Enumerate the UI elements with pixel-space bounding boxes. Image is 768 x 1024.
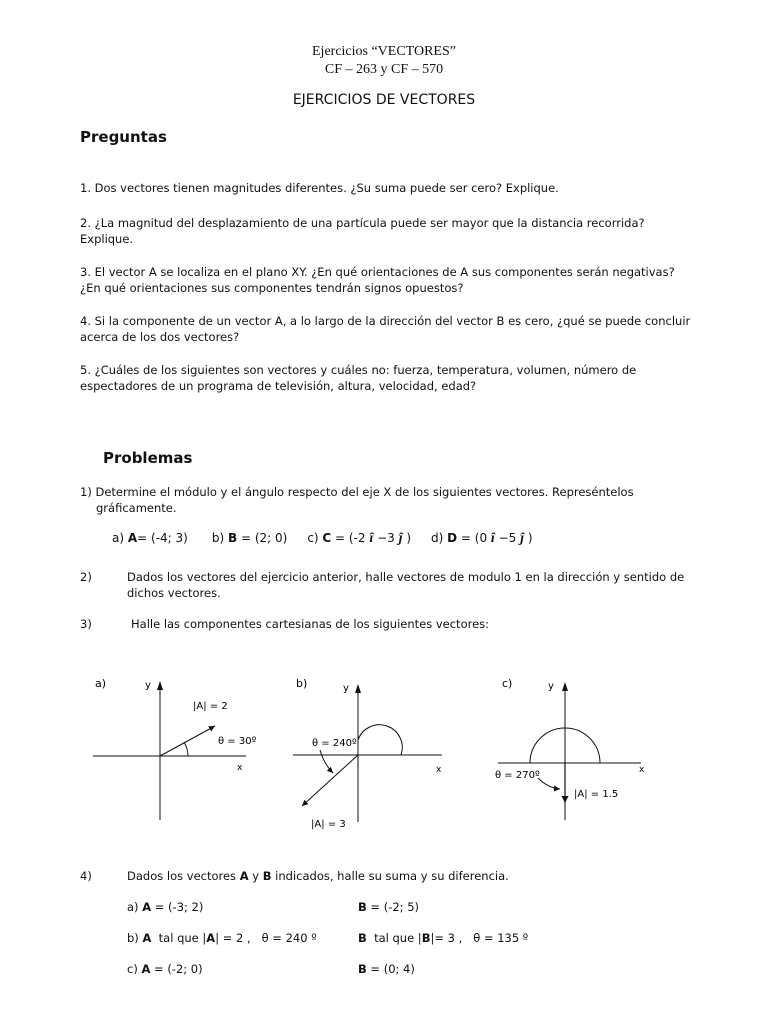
option-a-value: = (-4; 3) [137,531,188,545]
diagram-c-y-label: y [548,681,554,692]
diagram-c-label: c) [502,677,513,690]
p4-b-text-b-2: |= 3 , θ = 135 º [430,931,529,945]
problema-1-line-2: gráficamente. [96,501,177,515]
diagram-c-angle-pointer [538,778,560,789]
option-b-prefix: b) [211,531,228,545]
problema-1-options [112,531,533,547]
diagram-b-angle: θ = 240º [312,738,357,749]
p4-c-right [358,962,415,976]
p4-b-text-a-1: tal que | [151,931,207,945]
option-d-close: ) [524,531,533,545]
diagram-c [495,677,645,820]
p4-a-value-a: = (-3; 2) [151,900,204,914]
unit-i-hat: î [490,531,495,546]
p4-b-vector-b: B [358,931,367,945]
page-title: EJERCICIOS DE VECTORES [292,92,476,108]
diagram-c-y-arrowhead [562,682,568,691]
pregunta-3 [80,264,700,296]
diagram-a-label: a) [95,677,107,690]
p4-c-left [127,962,203,976]
problema-4-mid: y [248,869,263,883]
diagram-b-angle-arc [358,725,402,755]
unit-j-hat: ĵ [520,531,525,546]
pregunta-4-line-2: acerca de los dos vectores? [80,330,240,344]
pregunta-3-line-2: ¿En qué orientaciones sus componentes tendrán signos opuestos? [80,281,464,295]
p4-b-vector-a: A [142,931,152,945]
option-d-value-1: = (0 [457,531,491,545]
diagram-a-magnitude: |A| = 2 [193,701,228,712]
problema-3-number: 3) [80,617,92,631]
pregunta-2-line-2: Explique. [80,232,134,246]
diagram-c-magnitude: |A| = 1.5 [574,789,619,800]
option-c-close: ) [402,531,411,545]
pregunta-5 [80,362,700,394]
diagram-a-angle-arc [184,742,188,756]
p4-a-vector-b: B [358,900,367,914]
option-d-value-2: −5 [494,531,521,545]
problema-4-vector-a: A [239,869,249,883]
diagram-a-y-arrowhead [157,681,163,690]
p4-a-left [127,900,203,914]
p4-a-right [358,900,419,914]
p4-b-left [127,931,317,945]
p4-c-value-a: = (-2; 0) [150,962,203,976]
option-c-vector: C [322,531,332,545]
option-b-vector: B [227,531,238,545]
pregunta-2 [80,215,700,247]
problemas-heading: Problemas [103,449,193,467]
problema-4-vector-b: B [262,869,272,883]
option-b-value: = (2; 0) [237,531,288,545]
diagram-b [293,677,442,830]
option-d-prefix: d) [431,531,448,545]
pregunta-1 [80,180,700,196]
pregunta-4 [80,313,700,345]
diagram-b-y-label: y [343,683,349,694]
option-a-prefix: a) [112,531,128,545]
p4-a-value-b: = (-2; 5) [366,900,419,914]
problema-2-line-2: dichos vectores. [127,586,221,600]
option-a-vector: A [127,531,138,545]
problema-4-pre: Dados los vectores [127,869,240,883]
vector-diagrams [0,660,768,835]
header-line-2: CF – 263 y CF – 570 [324,62,444,77]
problema-4-post: indicados, halle su suma y su diferencia. [271,869,509,883]
p4-b-prefix: b) [127,931,143,945]
pregunta-1-line-1: 1. Dos vectores tienen magnitudes diferentes. ¿Su suma puede ser cero? Explique. [80,181,559,195]
p4-b-vector-a-2: A [206,931,216,945]
unit-i-hat: î [369,531,374,546]
pregunta-3-line-1: 3. El vector A se localiza en el plano XY. ¿En qué orientaciones de A sus componentes serán negativas? [80,265,675,279]
pregunta-5-line-1: 5. ¿Cuáles de los siguientes son vectores y cuáles no: fuerza, temperatura, volumen, número de [80,363,637,377]
option-c-prefix: c) [307,531,323,545]
p4-c-prefix: c) [127,962,142,976]
diagram-a [93,677,257,820]
diagram-b-y-arrowhead [355,684,361,693]
diagram-b-magnitude: |A| = 3 [311,819,346,830]
p4-b-text-b-1: tal que | [366,931,422,945]
pregunta-5-line-2: espectadores de un programa de televisión, altura, velocidad, edad? [80,379,477,393]
problema-4-number: 4) [80,869,92,883]
p4-b-text-a-2: | = 2 , θ = 240 º [215,931,317,945]
diagram-b-x-label: x [436,765,442,775]
diagram-a-angle: θ = 30º [218,736,257,747]
problema-2-line-1: Dados los vectores del ejercicio anterior, halle vectores de modulo 1 en la dirección y sentido de [127,570,685,584]
diagram-b-vector [302,755,358,806]
problema-2 [80,569,727,601]
problema-1 [80,484,634,516]
p4-c-value-b: = (0; 4) [366,962,415,976]
p4-c-vector-a: A [141,962,151,976]
option-c-value-2: −3 [373,531,399,545]
unit-j-hat: ĵ [398,531,403,546]
header-line-1: Ejercicios “VECTORES” [312,44,456,59]
diagram-c-x-label: x [639,765,645,775]
diagram-c-angle: θ = 270º [495,770,540,781]
p4-c-vector-b: B [358,962,367,976]
diagram-a-y-label: y [145,680,151,691]
problema-2-number: 2) [80,570,92,584]
p4-a-prefix: a) [127,900,143,914]
diagram-b-angle-pointer [320,750,333,773]
pregunta-4-line-1: 4. Si la componente de un vector A, a lo largo de la dirección del vector B es cero, ¿qué se puede concluir [80,314,691,328]
p4-b-vector-b-2: B [421,931,431,945]
option-d-vector: D [447,531,458,545]
pregunta-2-line-1: 2. ¿La magnitud del desplazamiento de una partícula puede ser mayor que la distancia recorrida? [80,216,645,230]
preguntas-heading: Preguntas [80,128,167,146]
problema-4-statement [127,868,509,884]
diagram-a-x-label: x [237,763,243,773]
option-c-value-1: = (-2 [331,531,370,545]
p4-b-right [358,931,528,945]
problema-3-line-1: Halle las componentes cartesianas de los siguientes vectores: [131,617,490,631]
problema-1-line-1: 1) Determine el módulo y el ángulo respecto del eje X de los siguientes vectores. Represéntelos [80,485,634,499]
diagram-b-label: b) [296,677,308,690]
p4-a-vector-a: A [142,900,152,914]
